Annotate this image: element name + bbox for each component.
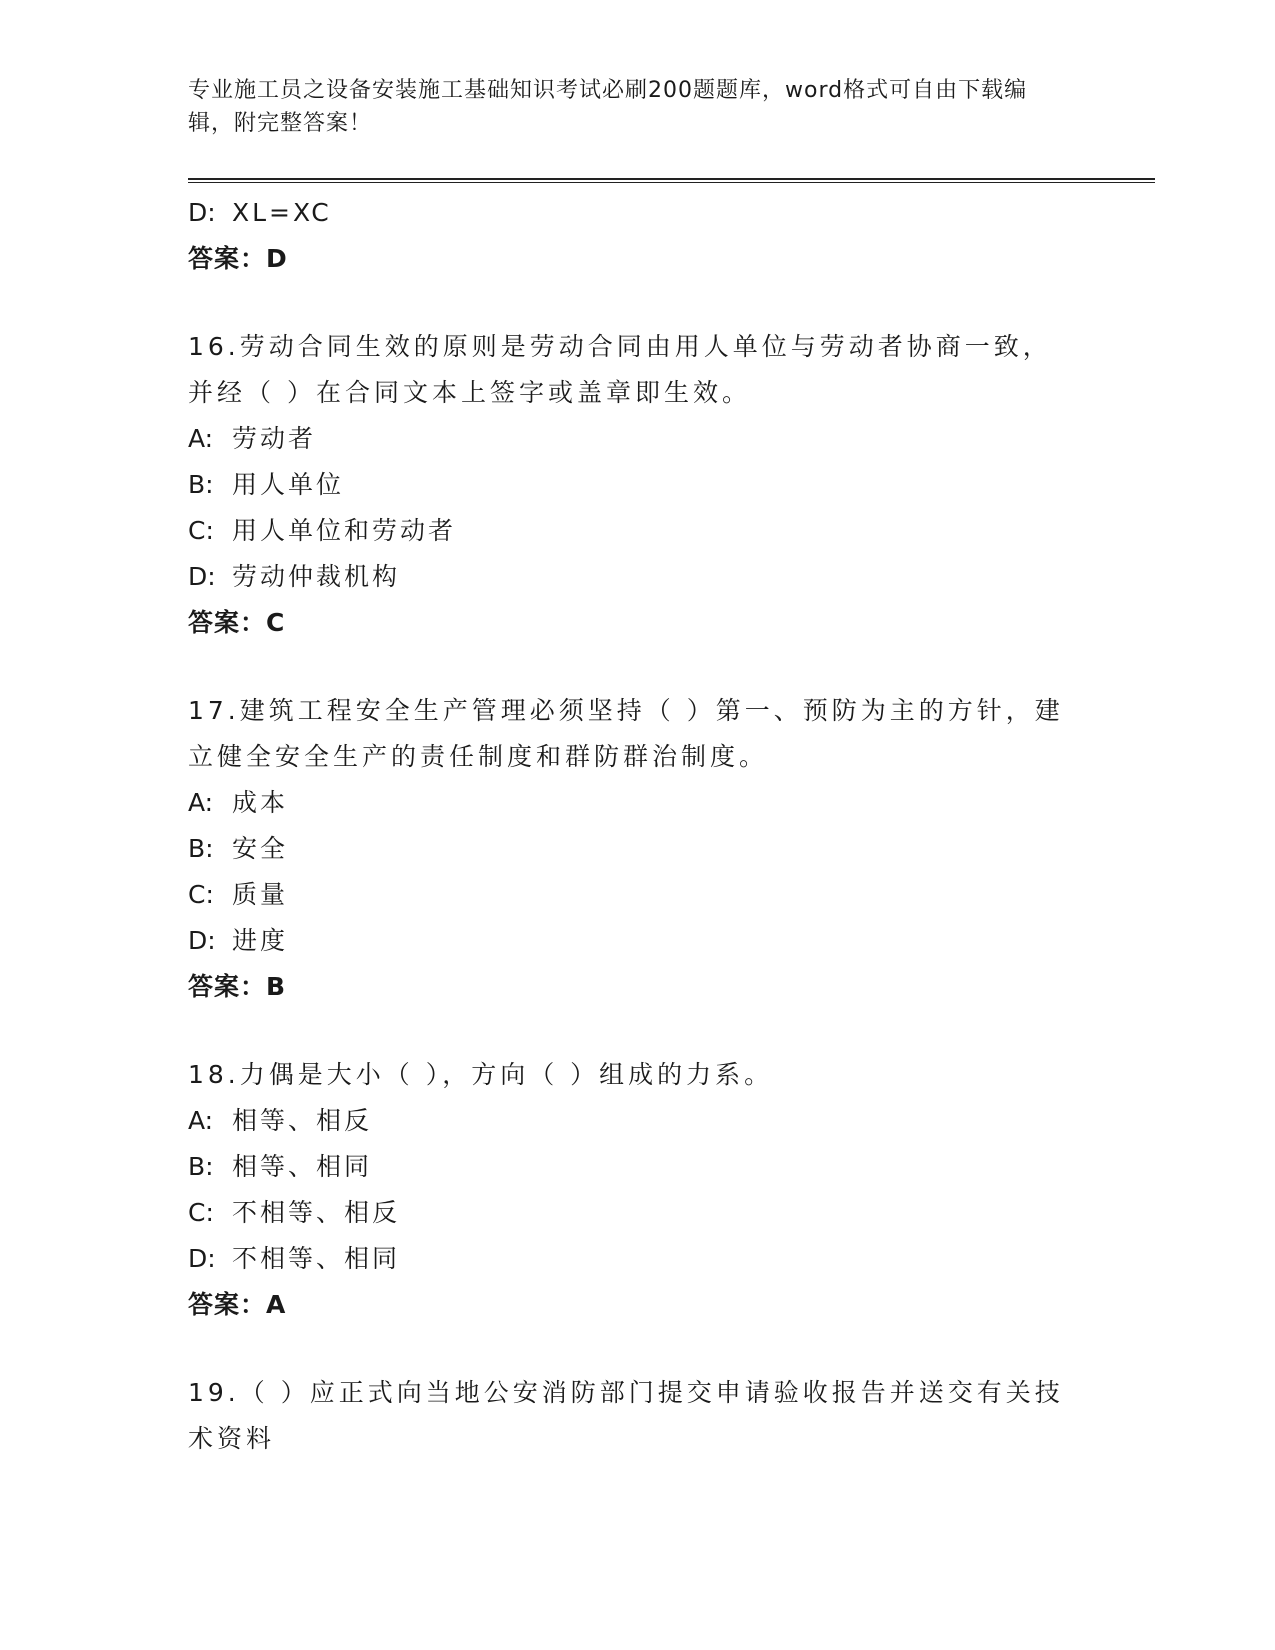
option-a (188, 416, 1088, 462)
option-text: 成本 (232, 788, 289, 817)
option-key: D: (188, 926, 216, 955)
question-18 (188, 1052, 1088, 1328)
question-stem: 16.劳动合同生效的原则是劳动合同由用人单位与劳动者协商一致，并经（ ）在合同文本上签字或盖章即生效。 (188, 332, 1052, 407)
option-text: 相等、相反 (232, 1106, 373, 1135)
question-stem: 17.建筑工程安全生产管理必须坚持（ ）第一、预防为主的方针，建立健全安全生产的责任制度和群防群治制度。 (188, 696, 1064, 771)
option-text: XL=XC (232, 198, 332, 227)
option-text: 不相等、相反 (232, 1198, 401, 1227)
option-c (188, 508, 1088, 554)
option-d (188, 918, 1088, 964)
option-text: 用人单位 (232, 470, 345, 499)
option-text: 安全 (232, 834, 289, 863)
option-key: B: (188, 834, 214, 863)
option-d (188, 190, 1088, 236)
option-d (188, 554, 1088, 600)
option-key: C: (188, 880, 214, 909)
option-text: 不相等、相同 (232, 1244, 401, 1273)
option-key: A: (188, 788, 214, 817)
question-stem: 19.（ ）应正式向当地公安消防部门提交申请验收报告并送交有关技术资料 (188, 1378, 1064, 1453)
header-divider (188, 178, 1155, 183)
option-key: C: (188, 516, 214, 545)
document-header: 专业施工员之设备安装施工基础知识考试必刷200题题库，word格式可自由下载编辑，附完整答案！ (188, 78, 1028, 136)
option-text: 质量 (232, 880, 289, 909)
option-key: C: (188, 1198, 214, 1227)
answer-label: 答案：B (188, 972, 287, 1001)
option-c (188, 872, 1088, 918)
option-key: B: (188, 470, 214, 499)
option-b (188, 462, 1088, 508)
option-key: D: (188, 1244, 216, 1273)
option-key: D: (188, 198, 216, 227)
option-text: 用人单位和劳动者 (232, 516, 457, 545)
answer-label: 答案：C (188, 608, 286, 637)
option-a (188, 1098, 1088, 1144)
option-a (188, 780, 1088, 826)
option-key: B: (188, 1152, 214, 1181)
option-c (188, 1190, 1088, 1236)
option-key: D: (188, 562, 216, 591)
question-16 (188, 324, 1088, 646)
answer-label: 答案：D (188, 244, 288, 273)
option-text: 劳动者 (232, 424, 317, 453)
question-17 (188, 688, 1088, 1010)
option-text: 劳动仲裁机构 (232, 562, 401, 591)
question-stem: 18.力偶是大小（ ），方向（ ）组成的力系。 (188, 1060, 774, 1089)
option-text: 进度 (232, 926, 289, 955)
option-b (188, 826, 1088, 872)
option-key: A: (188, 424, 214, 453)
option-text: 相等、相同 (232, 1152, 373, 1181)
question-19 (188, 1370, 1088, 1462)
question-list (188, 190, 1088, 1462)
answer-label: 答案：A (188, 1290, 287, 1319)
option-key: A: (188, 1106, 214, 1135)
option-b (188, 1144, 1088, 1190)
option-d (188, 1236, 1088, 1282)
